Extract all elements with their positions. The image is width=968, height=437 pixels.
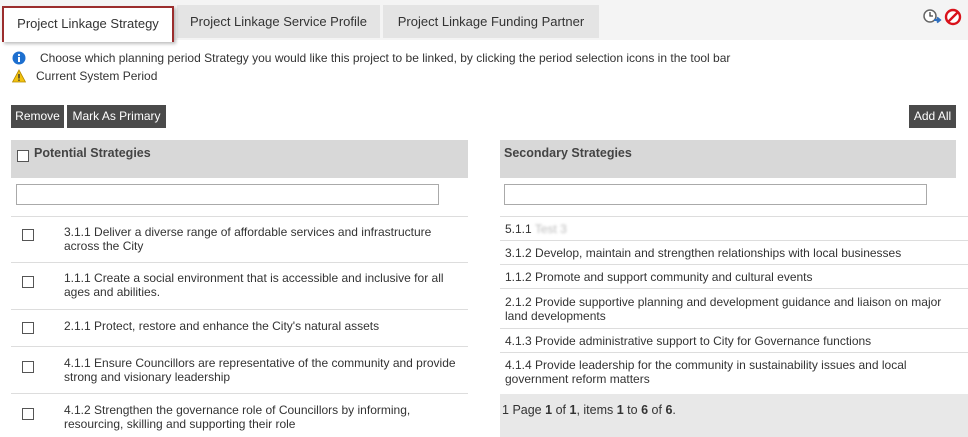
- secondary-row-1[interactable]: [500, 216, 968, 240]
- row-checkbox[interactable]: [22, 361, 34, 373]
- pager-to: 6: [641, 403, 649, 417]
- info-icon: [12, 51, 26, 65]
- warning-icon: [12, 69, 26, 83]
- remove-button[interactable]: Remove: [11, 105, 64, 128]
- secondary-item-blurred-label: Test 3: [534, 222, 567, 236]
- potential-row-5[interactable]: [11, 393, 468, 437]
- pager-page-number: 1: [545, 403, 553, 417]
- secondary-item-label: 4.1.4 Provide leadership for the community in sustainability issues and local government reform matters: [505, 358, 907, 386]
- secondary-row-5[interactable]: [500, 328, 968, 352]
- row-checkbox[interactable]: [22, 322, 34, 334]
- select-all-checkbox[interactable]: [17, 150, 29, 162]
- cancel-icon[interactable]: [944, 8, 962, 26]
- potential-strategies-header: [11, 140, 468, 178]
- secondary-item-label: 2.1.2 Provide supportive planning and development guidance and liaison on major land developments: [505, 295, 942, 323]
- tab-project-linkage-strategy[interactable]: Project Linkage Strategy: [2, 6, 174, 42]
- current-period-row: [12, 69, 157, 83]
- potential-row-3[interactable]: [11, 309, 468, 346]
- potential-row-1[interactable]: [11, 216, 468, 262]
- info-message: [12, 51, 730, 65]
- tab-project-linkage-funding-partner[interactable]: Project Linkage Funding Partner: [383, 5, 599, 38]
- pager: 1 Page 1 of 1, items 1 to 6 of 6.: [500, 394, 968, 437]
- pager-of-word: of: [555, 403, 566, 417]
- secondary-row-4[interactable]: [500, 288, 968, 328]
- pager-of2-word: of: [651, 403, 662, 417]
- clock-arrow-icon[interactable]: [922, 7, 942, 27]
- row-checkbox[interactable]: [22, 276, 34, 288]
- secondary-item-label: 3.1.2 Develop, maintain and strengthen relationships with local businesses: [505, 246, 902, 260]
- potential-item-label: 3.1.1 Deliver a diverse range of affordable services and infrastructure across the City: [64, 225, 432, 253]
- pager-page-word: Page: [512, 403, 542, 417]
- potential-row-4[interactable]: [11, 346, 468, 393]
- current-period-text: Current System Period: [36, 69, 158, 83]
- pager-to-word: to: [627, 403, 638, 417]
- secondary-row-6[interactable]: [500, 352, 968, 394]
- tab-bar: [0, 0, 968, 40]
- pager-items-word: , items: [576, 403, 614, 417]
- secondary-strategies-header: [500, 140, 956, 178]
- pager-total: 6: [665, 403, 673, 417]
- secondary-filter-input[interactable]: [504, 184, 927, 205]
- instruction-text: Choose which planning period Strategy you would like this project to be linked, by clicking the period selection icons in the tool bar: [40, 51, 731, 65]
- potential-row-2[interactable]: [11, 262, 468, 309]
- pager-page-link[interactable]: 1: [502, 403, 509, 417]
- secondary-row-3[interactable]: [500, 264, 968, 288]
- tab-project-linkage-service-profile[interactable]: Project Linkage Service Profile: [177, 5, 380, 38]
- pager-from: 1: [616, 403, 624, 417]
- row-checkbox[interactable]: [22, 408, 34, 420]
- mark-as-primary-button[interactable]: Mark As Primary: [67, 105, 166, 128]
- secondary-strategies-title: Secondary Strategies: [504, 146, 632, 160]
- toolbar-icons: [922, 7, 962, 27]
- secondary-row-2[interactable]: [500, 240, 968, 264]
- potential-item-label: 4.1.2 Strengthen the governance role of Councillors by informing, resourcing, skilling and supporting their role: [64, 403, 411, 431]
- potential-item-label: 4.1.1 Ensure Councillors are representative of the community and provide strong and visionary leadership: [64, 356, 456, 384]
- row-checkbox[interactable]: [22, 229, 34, 241]
- potential-filter-input[interactable]: [16, 184, 439, 205]
- secondary-item-label: 4.1.3 Provide administrative support to City for Governance functions: [505, 334, 872, 348]
- potential-item-label: 1.1.1 Create a social environment that is accessible and inclusive for all ages and abilities.: [64, 271, 444, 299]
- secondary-item-code: 5.1.1: [505, 222, 532, 236]
- potential-strategies-title: Potential Strategies: [34, 146, 151, 160]
- secondary-item-label: 1.1.2 Promote and support community and cultural events: [505, 270, 813, 284]
- potential-item-label: 2.1.1 Protect, restore and enhance the City's natural assets: [64, 319, 380, 333]
- add-all-button[interactable]: Add All: [909, 105, 956, 128]
- pager-total-pages: 1: [569, 403, 577, 417]
